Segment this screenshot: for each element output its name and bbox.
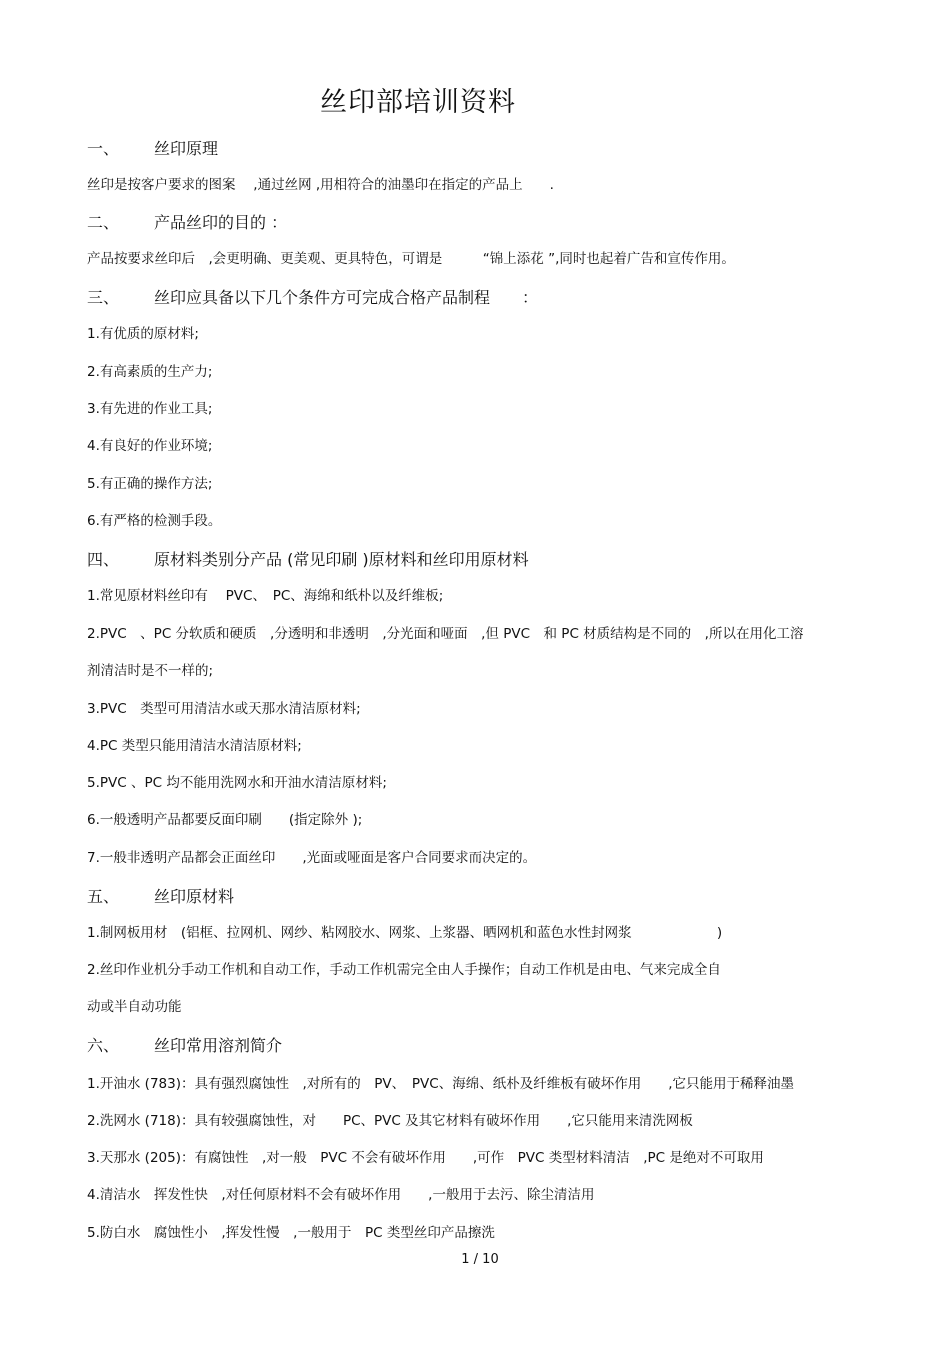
section-title: 丝印原材料 (154, 887, 235, 906)
list-item: 5.防白水 腐蚀性小 ,挥发性慢 ,一般用于 PC 类型丝印产品擦洗 (87, 1225, 495, 1241)
list-item: 1.有优质的原材料; (87, 326, 199, 342)
section-number: 三、 (87, 288, 120, 307)
list-item: 2.丝印作业机分手动工作机和自动工作，手动工作机需完全由人手操作；自动工作机是由电、气来完成全自 (87, 962, 721, 978)
list-item: 3.PVC 类型可用清洁水或天那水清洁原材料; (87, 701, 361, 717)
document-title: 丝印部培训资料 (320, 87, 516, 118)
list-item: 2.有高素质的生产力; (87, 364, 213, 380)
section-number: 六、 (87, 1036, 120, 1055)
list-item: 2.洗网水 (718)：具有较强腐蚀性，对 PC、PVC 及其它材料有破坏作用 ,它只能用来清洗网板 (87, 1113, 693, 1129)
list-item: 6.一般透明产品都要反面印刷 (指定除外 ); (87, 812, 363, 828)
paragraph-line: 产品按要求丝印后 ,会更明确、更美观、更具特色，可谓是 “锦上添花 ”,同时也起着广告和宣传作用。 (87, 251, 735, 267)
list-item: 6.有严格的检测手段。 (87, 513, 222, 529)
section-title: 丝印原理 (154, 139, 219, 158)
list-item: 1.制网板用材 (铝框、拉网机、网纱、粘网胶水、网浆、上浆器、晒网机和蓝色水性封网浆 ) (87, 925, 723, 941)
section-number: 一、 (87, 139, 120, 158)
list-item: 3.天那水 (205)：有腐蚀性 ,对一般 PVC 不会有破坏作用 ,可作 PVC 类型材料清洁 ,PC 是绝对不可取用 (87, 1150, 764, 1166)
paragraph-line: 丝印是按客户要求的图案 ,通过丝网 ,用相符合的油墨印在指定的产品上 . (87, 177, 554, 193)
section-title: 原材料类别分产品 (常见印刷 )原材料和丝印用原材料 (154, 550, 529, 569)
list-item: 4.PC 类型只能用清洁水清洁原材料; (87, 738, 302, 754)
list-item: 5.PVC 、PC 均不能用洗网水和开油水清洁原材料; (87, 775, 387, 791)
list-item: 7.一般非透明产品都会正面丝印 ,光面或哑面是客户合同要求而决定的。 (87, 850, 537, 866)
list-item: 4.有良好的作业环境; (87, 438, 213, 454)
page-indicator: 1 / 10 (461, 1252, 499, 1267)
section-number: 四、 (87, 550, 120, 569)
list-item-continuation: 动或半自动功能 (87, 999, 182, 1015)
list-item: 1.常见原材料丝印有 PVC、 PC、海绵和纸朴以及纤维板; (87, 588, 444, 604)
list-item-continuation: 剂清洁时是不一样的; (87, 663, 214, 679)
list-item: 1.开油水 (783)：具有强烈腐蚀性 ,对所有的 PV、 PVC、海绵、纸朴及纤维板有破坏作用 ,它只能用于稀释油墨 (87, 1076, 794, 1092)
section-title: 产品丝印的目的 ： (154, 213, 288, 232)
list-item: 5.有正确的操作方法; (87, 476, 213, 492)
section-title: 丝印应具备以下几个条件方可完成合格产品制程 ： (154, 288, 539, 307)
section-number: 二、 (87, 213, 120, 232)
section-number: 五、 (87, 887, 120, 906)
list-item: 2.PVC 、PC 分软质和硬质 ,分透明和非透明 ,分光面和哑面 ,但 PVC 和 PC 材质结构是不同的 ,所以在用化工溶 (87, 626, 804, 642)
list-item: 4.清洁水 挥发性快 ,对任何原材料不会有破坏作用 ,一般用于去污、除尘清洁用 (87, 1187, 595, 1203)
section-title: 丝印常用溶剂简介 (154, 1036, 283, 1055)
list-item: 3.有先进的作业工具; (87, 401, 213, 417)
